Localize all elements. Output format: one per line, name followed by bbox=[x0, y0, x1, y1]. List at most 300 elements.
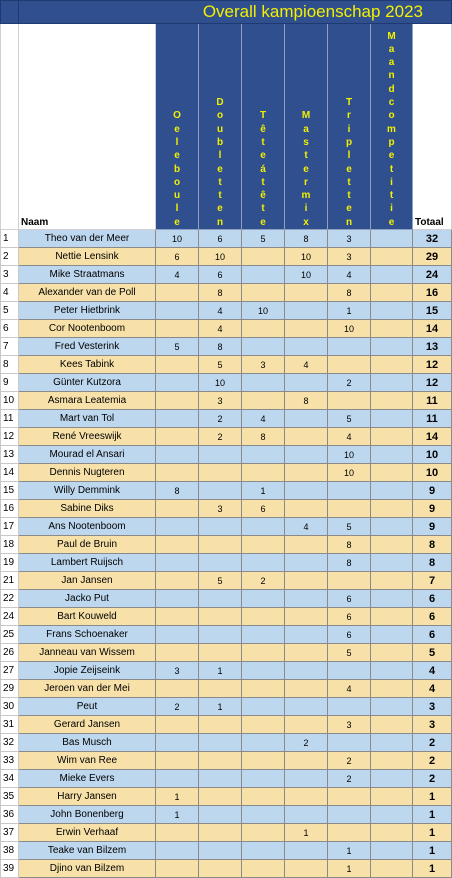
score-cell: 8 bbox=[328, 554, 371, 572]
score-cell bbox=[242, 374, 285, 392]
player-name-cell: Asmara Leatemia bbox=[19, 392, 156, 410]
score-cell bbox=[156, 356, 199, 374]
player-name-cell: Frans Schoenaker bbox=[19, 626, 156, 644]
score-cell: 8 bbox=[199, 284, 242, 302]
score-cell: 5 bbox=[156, 338, 199, 356]
score-cell bbox=[371, 410, 413, 428]
score-cell: 10 bbox=[199, 374, 242, 392]
header-letter: s bbox=[303, 136, 309, 148]
score-cell bbox=[242, 536, 285, 554]
score-cell: 6 bbox=[328, 590, 371, 608]
total-cell: 6 bbox=[413, 608, 452, 626]
table-row bbox=[1, 590, 452, 608]
header-letter: n bbox=[216, 216, 224, 228]
header-letter: m bbox=[387, 123, 396, 135]
score-cell bbox=[156, 626, 199, 644]
total-cell: 1 bbox=[413, 842, 452, 860]
score-cell: 1 bbox=[328, 842, 371, 860]
header-oeleboule bbox=[156, 24, 199, 230]
rank-cell: 32 bbox=[1, 734, 19, 752]
score-cell bbox=[285, 860, 328, 878]
score-cell bbox=[371, 284, 413, 302]
score-cell bbox=[199, 518, 242, 536]
table-row bbox=[1, 356, 452, 374]
header-letter: e bbox=[217, 163, 223, 175]
score-cell bbox=[156, 500, 199, 518]
rank-cell: 39 bbox=[1, 860, 19, 878]
score-cell: 1 bbox=[199, 662, 242, 680]
total-cell: 32 bbox=[413, 230, 452, 248]
header-letter: t bbox=[347, 190, 351, 202]
score-cell: 2 bbox=[199, 428, 242, 446]
score-cell bbox=[371, 428, 413, 446]
score-cell bbox=[285, 320, 328, 338]
score-cell bbox=[242, 752, 285, 770]
total-cell: 1 bbox=[413, 788, 452, 806]
total-cell: 29 bbox=[413, 248, 452, 266]
score-cell bbox=[371, 626, 413, 644]
score-cell bbox=[285, 410, 328, 428]
table-row bbox=[1, 320, 452, 338]
score-cell: 10 bbox=[328, 320, 371, 338]
rank-cell: 17 bbox=[1, 518, 19, 536]
score-cell bbox=[371, 248, 413, 266]
score-cell: 4 bbox=[328, 428, 371, 446]
header-letter: e bbox=[174, 123, 180, 135]
score-cell bbox=[328, 698, 371, 716]
score-cell bbox=[285, 554, 328, 572]
rank-cell: 12 bbox=[1, 428, 19, 446]
table-row bbox=[1, 410, 452, 428]
score-cell: 3 bbox=[242, 356, 285, 374]
score-cell bbox=[285, 716, 328, 734]
score-cell bbox=[371, 590, 413, 608]
rank-cell: 25 bbox=[1, 626, 19, 644]
total-cell: 1 bbox=[413, 824, 452, 842]
table-row bbox=[1, 680, 452, 698]
score-cell bbox=[199, 860, 242, 878]
header-letter: T bbox=[345, 97, 353, 109]
score-cell bbox=[242, 338, 285, 356]
score-cell bbox=[285, 806, 328, 824]
player-name-cell: Erwin Verhaaf bbox=[19, 824, 156, 842]
table-row bbox=[1, 554, 452, 572]
score-cell bbox=[156, 320, 199, 338]
score-cell: 10 bbox=[156, 230, 199, 248]
score-cell: 4 bbox=[328, 266, 371, 284]
score-cell bbox=[371, 644, 413, 662]
player-name-cell: Cor Nootenboom bbox=[19, 320, 156, 338]
score-cell: 2 bbox=[242, 572, 285, 590]
score-cell bbox=[156, 464, 199, 482]
header-letter: e bbox=[303, 163, 309, 175]
table-row bbox=[1, 284, 452, 302]
header-letter: e bbox=[260, 216, 266, 228]
score-cell bbox=[242, 716, 285, 734]
header-letter: l bbox=[218, 150, 222, 162]
score-cell: 1 bbox=[156, 788, 199, 806]
total-cell: 13 bbox=[413, 338, 452, 356]
header-letter: a bbox=[388, 57, 395, 69]
score-cell bbox=[199, 554, 242, 572]
score-cell bbox=[285, 662, 328, 680]
header-tripletten bbox=[328, 24, 371, 230]
total-cell: 11 bbox=[413, 392, 452, 410]
score-cell bbox=[199, 626, 242, 644]
score-cell: 6 bbox=[156, 248, 199, 266]
rank-cell: 29 bbox=[1, 680, 19, 698]
score-cell bbox=[156, 680, 199, 698]
total-cell: 9 bbox=[413, 500, 452, 518]
score-cell bbox=[328, 788, 371, 806]
rank-cell: 14 bbox=[1, 464, 19, 482]
player-name-cell: Jeroen van der Mei bbox=[19, 680, 156, 698]
header-letter: i bbox=[304, 203, 308, 215]
table-row bbox=[1, 464, 452, 482]
score-cell: 3 bbox=[328, 716, 371, 734]
score-cell bbox=[371, 716, 413, 734]
score-cell: 3 bbox=[156, 662, 199, 680]
score-cell bbox=[371, 266, 413, 284]
score-cell bbox=[199, 536, 242, 554]
score-cell bbox=[371, 356, 413, 374]
score-cell bbox=[242, 770, 285, 788]
header-letter: o bbox=[173, 176, 181, 188]
score-cell: 2 bbox=[328, 374, 371, 392]
score-cell bbox=[156, 860, 199, 878]
score-cell bbox=[285, 284, 328, 302]
score-cell bbox=[199, 734, 242, 752]
score-cell: 1 bbox=[199, 698, 242, 716]
rank-cell: 3 bbox=[1, 266, 19, 284]
score-cell bbox=[371, 860, 413, 878]
table-row bbox=[1, 302, 452, 320]
score-cell bbox=[371, 788, 413, 806]
score-cell bbox=[242, 590, 285, 608]
score-cell: 5 bbox=[242, 230, 285, 248]
header-letter: i bbox=[347, 123, 351, 135]
table-row bbox=[1, 626, 452, 644]
score-cell: 6 bbox=[328, 626, 371, 644]
header-letter: e bbox=[260, 150, 266, 162]
score-cell bbox=[371, 230, 413, 248]
player-name-cell: Jacko Put bbox=[19, 590, 156, 608]
score-cell bbox=[285, 590, 328, 608]
total-cell: 6 bbox=[413, 626, 452, 644]
player-name-cell: René Vreeswijk bbox=[19, 428, 156, 446]
total-cell: 4 bbox=[413, 680, 452, 698]
player-name-cell: Mike Straatmans bbox=[19, 266, 156, 284]
rank-cell: 1 bbox=[1, 230, 19, 248]
total-cell: 2 bbox=[413, 734, 452, 752]
score-cell bbox=[285, 608, 328, 626]
score-cell: 5 bbox=[199, 572, 242, 590]
header-letter: M bbox=[387, 30, 396, 42]
score-cell: 6 bbox=[242, 500, 285, 518]
table-row bbox=[1, 266, 452, 284]
header-letter: t bbox=[347, 176, 351, 188]
score-cell bbox=[371, 302, 413, 320]
total-cell: 3 bbox=[413, 698, 452, 716]
header-letter: r bbox=[347, 110, 351, 122]
score-cell bbox=[242, 284, 285, 302]
score-cell bbox=[285, 626, 328, 644]
score-cell: 5 bbox=[199, 356, 242, 374]
total-cell: 3 bbox=[413, 716, 452, 734]
score-cell bbox=[285, 446, 328, 464]
header-maandcompetitie bbox=[371, 24, 413, 230]
total-cell: 7 bbox=[413, 572, 452, 590]
score-cell bbox=[285, 536, 328, 554]
header-letter: e bbox=[217, 203, 223, 215]
score-cell bbox=[285, 644, 328, 662]
player-name-cell: Mart van Tol bbox=[19, 410, 156, 428]
header-letter: ê bbox=[260, 123, 266, 135]
score-cell: 3 bbox=[199, 392, 242, 410]
score-cell bbox=[242, 446, 285, 464]
score-cell: 8 bbox=[156, 482, 199, 500]
score-cell bbox=[371, 698, 413, 716]
total-cell: 10 bbox=[413, 464, 452, 482]
score-cell bbox=[156, 554, 199, 572]
player-name-cell: Jan Jansen bbox=[19, 572, 156, 590]
header-total: Totaal bbox=[413, 24, 452, 230]
header-letter: t bbox=[261, 136, 265, 148]
score-cell bbox=[371, 734, 413, 752]
player-name-cell: Teake van Bilzem bbox=[19, 842, 156, 860]
score-cell: 4 bbox=[285, 356, 328, 374]
score-cell: 8 bbox=[328, 284, 371, 302]
score-cell: 2 bbox=[199, 410, 242, 428]
score-cell bbox=[371, 554, 413, 572]
header-letter: D bbox=[216, 97, 224, 109]
player-name-cell: Jopie Zeijseink bbox=[19, 662, 156, 680]
score-cell bbox=[156, 734, 199, 752]
score-cell bbox=[328, 662, 371, 680]
page-title: Overall kampioenschap 2023 bbox=[19, 1, 452, 24]
score-cell bbox=[242, 734, 285, 752]
player-name-cell: Peut bbox=[19, 698, 156, 716]
rank-cell: 27 bbox=[1, 662, 19, 680]
total-cell: 9 bbox=[413, 482, 452, 500]
score-cell bbox=[285, 770, 328, 788]
total-cell: 16 bbox=[413, 284, 452, 302]
rank-cell: 26 bbox=[1, 644, 19, 662]
header-letter: p bbox=[345, 136, 353, 148]
score-cell: 2 bbox=[156, 698, 199, 716]
total-cell: 10 bbox=[413, 446, 452, 464]
score-cell bbox=[156, 410, 199, 428]
rank-cell: 13 bbox=[1, 446, 19, 464]
score-cell bbox=[199, 446, 242, 464]
header-letter: o bbox=[388, 110, 395, 122]
rank-cell: 21 bbox=[1, 572, 19, 590]
header-letter: d bbox=[388, 83, 395, 95]
score-cell: 3 bbox=[199, 500, 242, 518]
player-name-cell: Lambert Ruijsch bbox=[19, 554, 156, 572]
score-cell: 6 bbox=[199, 266, 242, 284]
header-letter: e bbox=[174, 216, 180, 228]
score-cell bbox=[371, 392, 413, 410]
score-cell bbox=[242, 518, 285, 536]
score-cell bbox=[242, 680, 285, 698]
table-row bbox=[1, 698, 452, 716]
score-cell bbox=[156, 446, 199, 464]
total-cell: 15 bbox=[413, 302, 452, 320]
player-name-cell: John Bonenberg bbox=[19, 806, 156, 824]
score-cell: 1 bbox=[328, 302, 371, 320]
table-row bbox=[1, 392, 452, 410]
score-cell bbox=[371, 374, 413, 392]
score-cell bbox=[371, 536, 413, 554]
score-cell bbox=[371, 680, 413, 698]
header-name: Naam bbox=[19, 24, 156, 230]
score-cell bbox=[371, 446, 413, 464]
header-mastermix bbox=[285, 24, 328, 230]
score-cell bbox=[199, 464, 242, 482]
player-name-cell: Kees Tabink bbox=[19, 356, 156, 374]
score-cell: 4 bbox=[285, 518, 328, 536]
header-letter: b bbox=[173, 163, 181, 175]
table-row bbox=[1, 248, 452, 266]
score-cell: 3 bbox=[328, 248, 371, 266]
score-cell bbox=[371, 320, 413, 338]
score-cell bbox=[285, 698, 328, 716]
score-cell bbox=[371, 770, 413, 788]
total-cell: 11 bbox=[413, 410, 452, 428]
score-cell bbox=[371, 572, 413, 590]
header-letter: l bbox=[175, 136, 179, 148]
player-name-cell: Paul de Bruin bbox=[19, 536, 156, 554]
score-cell bbox=[199, 680, 242, 698]
score-cell bbox=[371, 338, 413, 356]
table-row bbox=[1, 338, 452, 356]
rank-cell: 36 bbox=[1, 806, 19, 824]
score-cell bbox=[285, 788, 328, 806]
score-cell bbox=[285, 428, 328, 446]
total-cell: 5 bbox=[413, 644, 452, 662]
table-row bbox=[1, 716, 452, 734]
header-letter: u bbox=[216, 123, 224, 135]
score-cell bbox=[156, 716, 199, 734]
table-row bbox=[1, 536, 452, 554]
total-cell: 2 bbox=[413, 752, 452, 770]
total-cell: 24 bbox=[413, 266, 452, 284]
header-letter: x bbox=[303, 216, 309, 228]
score-cell bbox=[285, 482, 328, 500]
header-letter: M bbox=[301, 110, 311, 122]
score-cell bbox=[199, 842, 242, 860]
score-cell bbox=[199, 608, 242, 626]
score-cell bbox=[285, 374, 328, 392]
player-name-cell: Fred Vesterink bbox=[19, 338, 156, 356]
header-letter: t bbox=[261, 176, 265, 188]
score-cell: 10 bbox=[328, 464, 371, 482]
score-cell bbox=[328, 500, 371, 518]
score-cell: 3 bbox=[328, 230, 371, 248]
score-cell bbox=[156, 536, 199, 554]
header-letter: t bbox=[218, 190, 222, 202]
score-cell: 1 bbox=[242, 482, 285, 500]
rank-cell: 5 bbox=[1, 302, 19, 320]
score-cell bbox=[242, 320, 285, 338]
score-cell bbox=[285, 752, 328, 770]
player-name-cell: Mourad el Ansari bbox=[19, 446, 156, 464]
score-cell bbox=[285, 572, 328, 590]
rank-cell: 15 bbox=[1, 482, 19, 500]
score-cell bbox=[242, 662, 285, 680]
score-cell: 4 bbox=[328, 680, 371, 698]
score-cell bbox=[242, 392, 285, 410]
score-cell bbox=[242, 464, 285, 482]
header-rank bbox=[1, 24, 19, 230]
header-tete-a-tete bbox=[242, 24, 285, 230]
score-cell bbox=[199, 770, 242, 788]
score-cell bbox=[371, 752, 413, 770]
score-cell bbox=[242, 608, 285, 626]
total-cell: 8 bbox=[413, 554, 452, 572]
player-name-cell: Harry Jansen bbox=[19, 788, 156, 806]
score-cell bbox=[328, 356, 371, 374]
player-name-cell: Ans Nootenboom bbox=[19, 518, 156, 536]
score-cell bbox=[371, 464, 413, 482]
score-cell bbox=[156, 572, 199, 590]
score-cell: 2 bbox=[285, 734, 328, 752]
total-cell: 14 bbox=[413, 428, 452, 446]
player-name-cell: Willy Demmink bbox=[19, 482, 156, 500]
score-cell: 10 bbox=[285, 266, 328, 284]
table-row bbox=[1, 374, 452, 392]
score-cell bbox=[156, 518, 199, 536]
score-cell bbox=[242, 554, 285, 572]
score-cell bbox=[285, 338, 328, 356]
table-row bbox=[1, 518, 452, 536]
score-cell bbox=[199, 590, 242, 608]
table-row bbox=[1, 428, 452, 446]
score-cell bbox=[328, 572, 371, 590]
rank-cell: 19 bbox=[1, 554, 19, 572]
header-letter: t bbox=[261, 203, 265, 215]
score-cell bbox=[242, 644, 285, 662]
header-letter: T bbox=[259, 110, 267, 122]
score-cell bbox=[328, 338, 371, 356]
table-row bbox=[1, 608, 452, 626]
score-cell: 8 bbox=[199, 338, 242, 356]
score-cell bbox=[285, 500, 328, 518]
score-cell: 8 bbox=[328, 536, 371, 554]
table-row bbox=[1, 734, 452, 752]
header-letter: l bbox=[175, 203, 179, 215]
score-cell bbox=[371, 482, 413, 500]
header-letter: e bbox=[388, 216, 395, 228]
header-letter: n bbox=[345, 216, 353, 228]
score-cell bbox=[242, 842, 285, 860]
player-name-cell: Alexander van de Poll bbox=[19, 284, 156, 302]
player-name-cell: Wim van Ree bbox=[19, 752, 156, 770]
table-row bbox=[1, 860, 452, 878]
score-cell bbox=[328, 392, 371, 410]
score-cell bbox=[156, 770, 199, 788]
score-cell bbox=[199, 644, 242, 662]
total-cell: 9 bbox=[413, 518, 452, 536]
table-row bbox=[1, 752, 452, 770]
score-cell bbox=[371, 662, 413, 680]
total-cell: 4 bbox=[413, 662, 452, 680]
header-letter: p bbox=[388, 136, 395, 148]
table-row bbox=[1, 662, 452, 680]
score-cell: 2 bbox=[328, 752, 371, 770]
table-row bbox=[1, 482, 452, 500]
